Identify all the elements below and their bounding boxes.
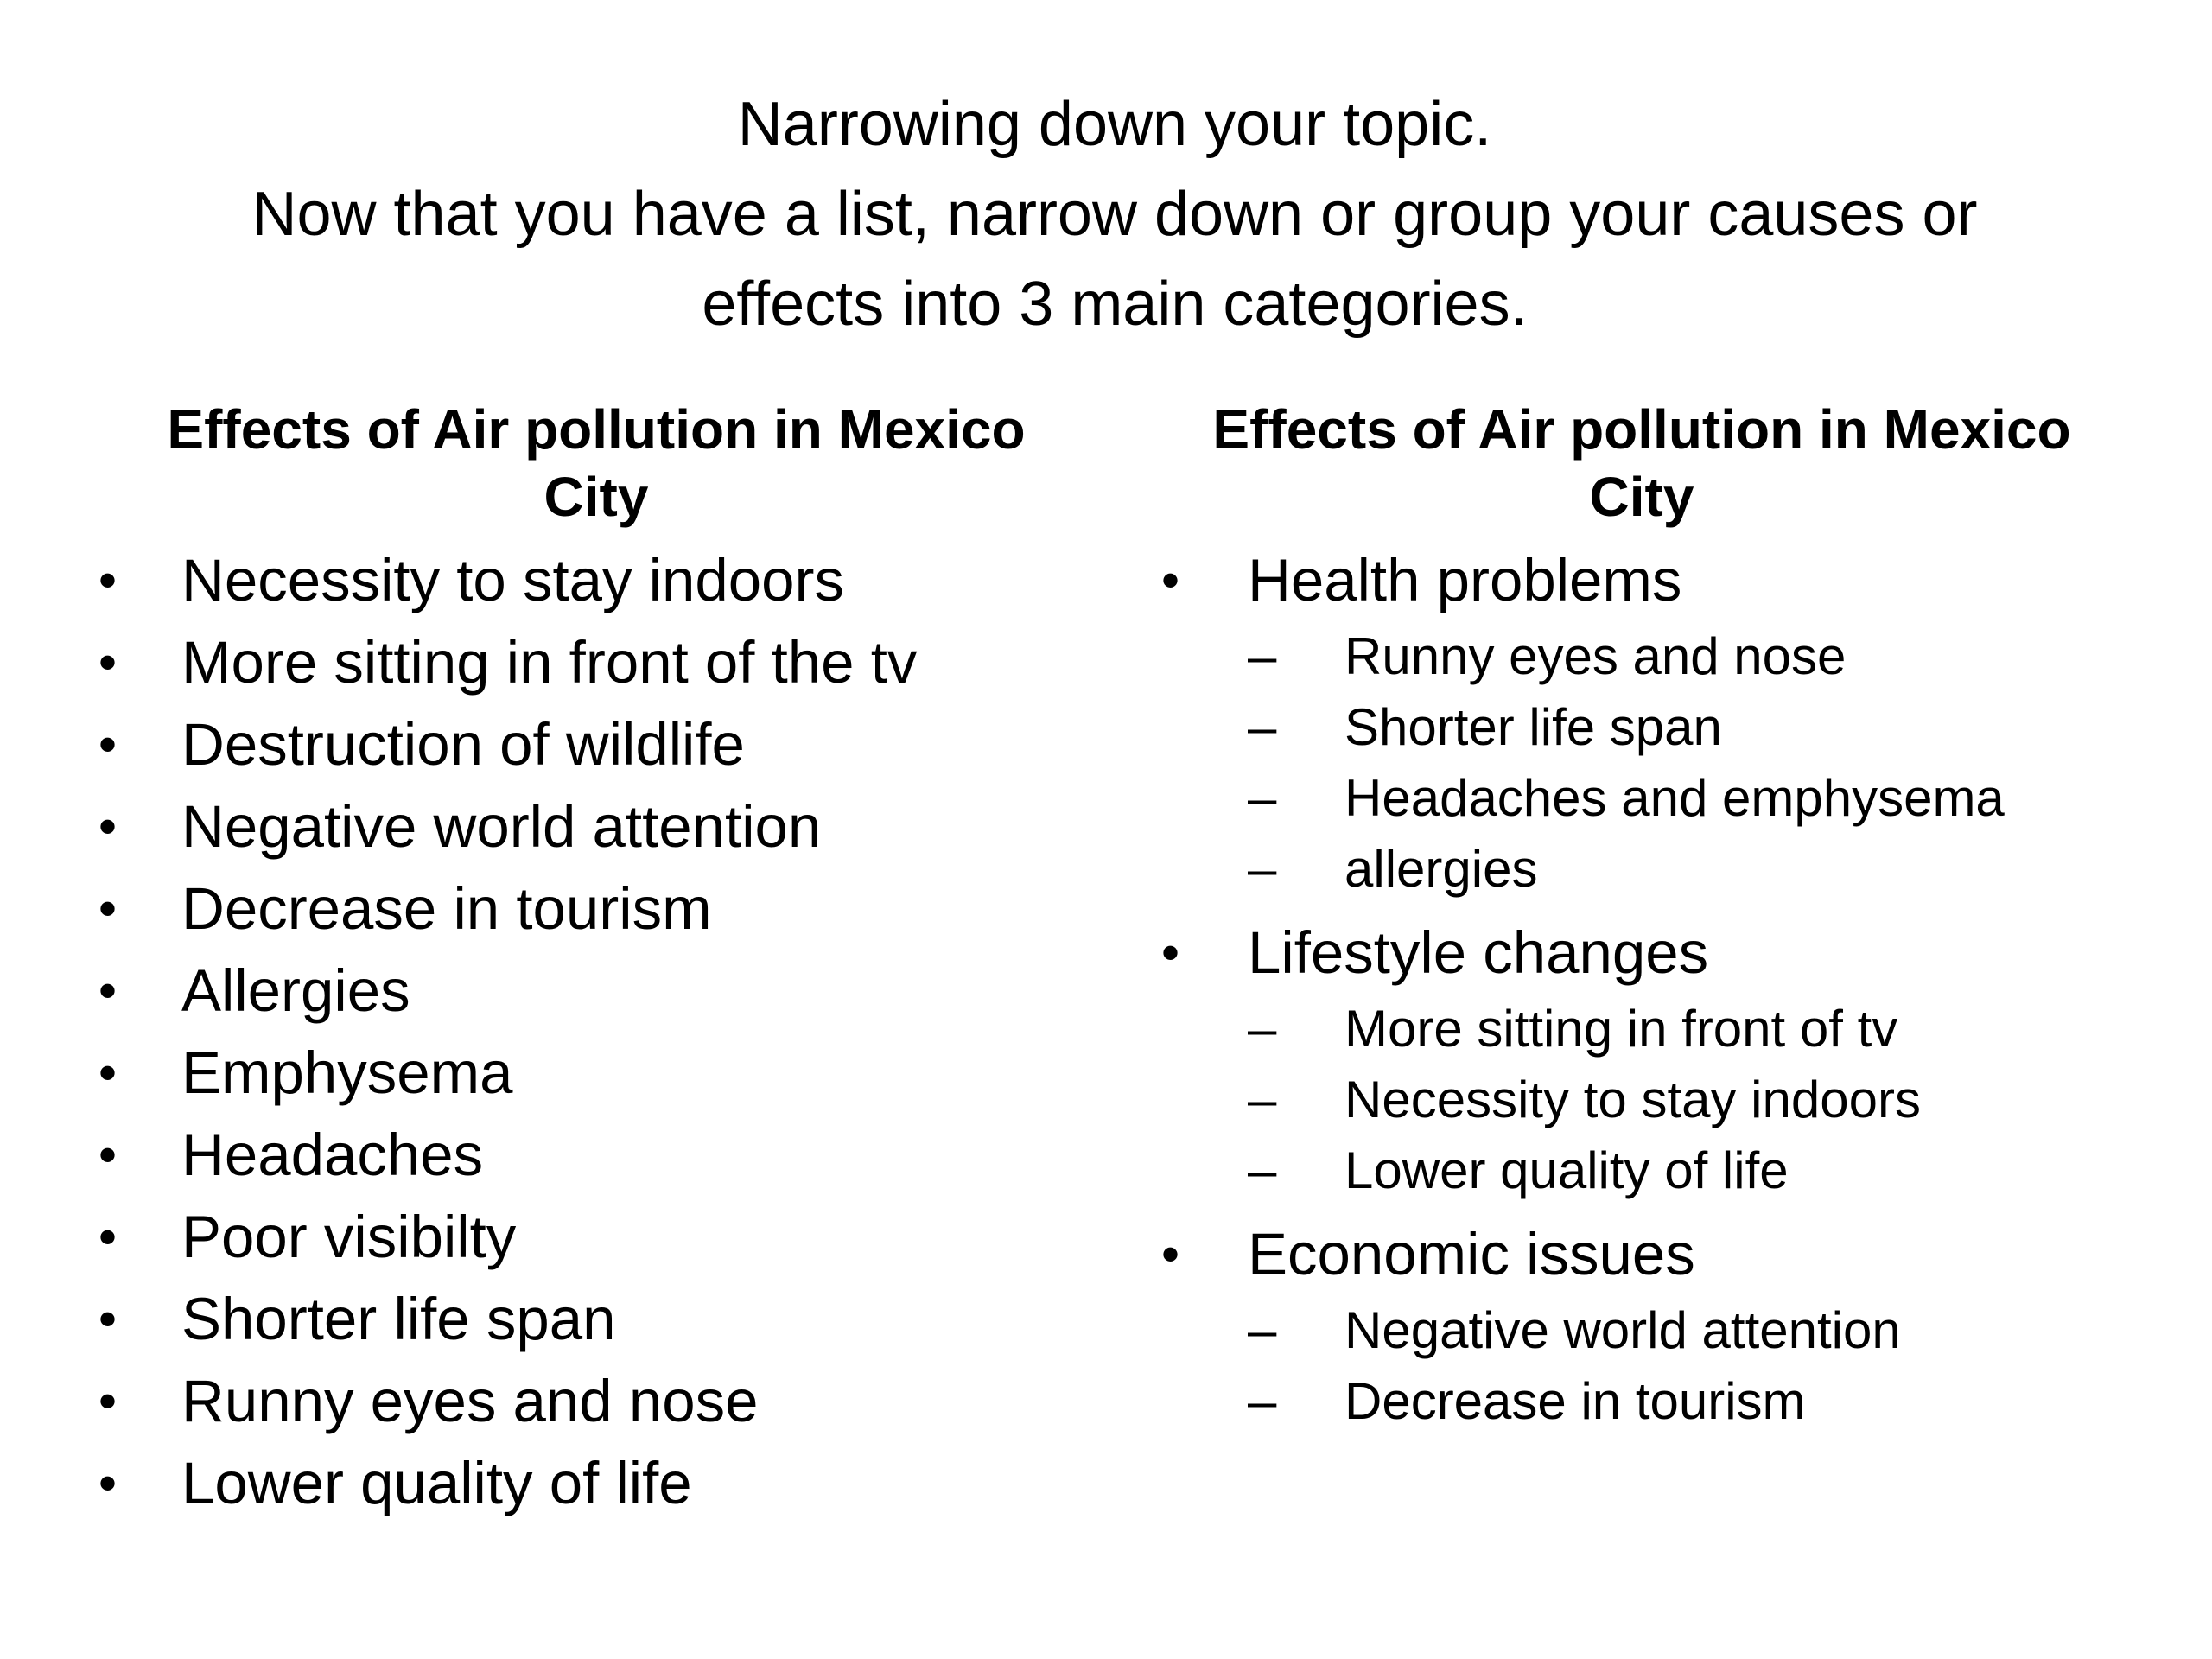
- left-list-item: [95, 785, 1089, 868]
- subcategory-item-text: Lower quality of life: [1344, 1141, 1789, 1199]
- category-label: Lifestyle changes: [1248, 919, 1709, 986]
- subcategory-item: [1248, 692, 2195, 763]
- subcategory-item-text: Necessity to stay indoors: [1344, 1071, 1921, 1128]
- left-list-item: [95, 539, 1089, 621]
- subcategory-item: [1248, 834, 2195, 905]
- bullet-icon: •: [99, 962, 118, 1020]
- bullet-icon: •: [1161, 924, 1180, 982]
- category-item: [1158, 912, 2195, 1206]
- left-list-item: [95, 1442, 1089, 1524]
- dash-icon: –: [1248, 1000, 1277, 1058]
- left-list-item: [95, 1196, 1089, 1278]
- left-list-item-text: Necessity to stay indoors: [181, 547, 844, 613]
- dash-icon: –: [1248, 698, 1277, 756]
- left-bullet-list: [95, 539, 1089, 1524]
- left-list-item: [95, 950, 1089, 1032]
- subcategory-list: [1248, 994, 2195, 1206]
- left-list-item-text: Emphysema: [181, 1039, 513, 1106]
- subcategory-item: [1248, 994, 2195, 1065]
- left-list-item: [95, 621, 1089, 703]
- subcategory-item: [1248, 763, 2195, 834]
- left-list-item-text: Negative world attention: [181, 793, 822, 860]
- subcategory-item: [1248, 1135, 2195, 1206]
- slide-title: [104, 79, 2126, 349]
- bullet-icon: •: [1161, 1225, 1180, 1283]
- category-item: [1158, 1213, 2195, 1437]
- dash-icon: –: [1248, 1141, 1277, 1199]
- bullet-icon: •: [99, 1126, 118, 1184]
- subcategory-item: [1248, 1295, 2195, 1366]
- bullet-icon: •: [99, 633, 118, 691]
- bullet-icon: •: [99, 1372, 118, 1430]
- left-list-item: [95, 1360, 1089, 1442]
- title-line-2: Now that you have a list, narrow down or group your causes or: [251, 180, 1978, 249]
- subcategory-item: [1248, 1065, 2195, 1135]
- bullet-icon: •: [1161, 551, 1180, 609]
- left-list-item: [95, 1114, 1089, 1196]
- left-list-item-text: More sitting in front of the tv: [181, 629, 918, 696]
- dash-icon: –: [1248, 1372, 1277, 1430]
- left-list-item-text: Allergies: [181, 957, 410, 1024]
- left-list-item: [95, 1278, 1089, 1360]
- subcategory-item-text: Negative world attention: [1344, 1301, 1901, 1359]
- dash-icon: –: [1248, 1301, 1277, 1359]
- left-list-item-text: Headaches: [181, 1122, 484, 1188]
- bullet-icon: •: [99, 798, 118, 855]
- subcategory-item-text: Shorter life span: [1344, 698, 1722, 756]
- left-list-item: [95, 868, 1089, 950]
- bullet-icon: •: [99, 1290, 118, 1348]
- subcategory-list: [1248, 621, 2195, 905]
- left-list-item-text: Shorter life span: [181, 1286, 616, 1352]
- right-category-list: [1158, 539, 2195, 1444]
- right-column-heading: Effects of Air pollution in Mexico City: [1212, 398, 2071, 528]
- bullet-icon: •: [99, 1044, 118, 1102]
- bullet-icon: •: [99, 715, 118, 773]
- category-label: Economic issues: [1248, 1221, 1695, 1287]
- bullet-icon: •: [99, 1208, 118, 1266]
- title-line-3: effects into 3 main categories.: [702, 270, 1528, 339]
- dash-icon: –: [1248, 840, 1277, 898]
- subcategory-item-text: Decrease in tourism: [1344, 1372, 1806, 1430]
- subcategory-item-text: Headaches and emphysema: [1344, 769, 2005, 827]
- left-list-item-text: Decrease in tourism: [181, 875, 712, 942]
- dash-icon: –: [1248, 1071, 1277, 1128]
- subcategory-item-text: allergies: [1344, 840, 1538, 898]
- dash-icon: –: [1248, 769, 1277, 827]
- bullet-icon: •: [99, 1454, 118, 1512]
- left-list-item-text: Runny eyes and nose: [181, 1368, 759, 1434]
- category-item: [1158, 539, 2195, 905]
- category-label: Health problems: [1248, 547, 1682, 613]
- subcategory-item: [1248, 1366, 2195, 1437]
- subcategory-list: [1248, 1295, 2195, 1437]
- left-list-item: [95, 1032, 1089, 1114]
- left-list-item: [95, 703, 1089, 785]
- subcategory-item-text: Runny eyes and nose: [1344, 627, 1847, 685]
- left-list-item-text: Destruction of wildlife: [181, 711, 745, 778]
- bullet-icon: •: [99, 551, 118, 609]
- dash-icon: –: [1248, 627, 1277, 685]
- left-column-heading: Effects of Air pollution in Mexico City: [167, 398, 1026, 528]
- subcategory-item: [1248, 621, 2195, 692]
- subcategory-item-text: More sitting in front of tv: [1344, 1000, 1898, 1058]
- title-line-1: Narrowing down your topic.: [737, 90, 1492, 159]
- left-list-item-text: Poor visibilty: [181, 1204, 517, 1270]
- bullet-icon: •: [99, 880, 118, 938]
- left-list-item-text: Lower quality of life: [181, 1450, 692, 1516]
